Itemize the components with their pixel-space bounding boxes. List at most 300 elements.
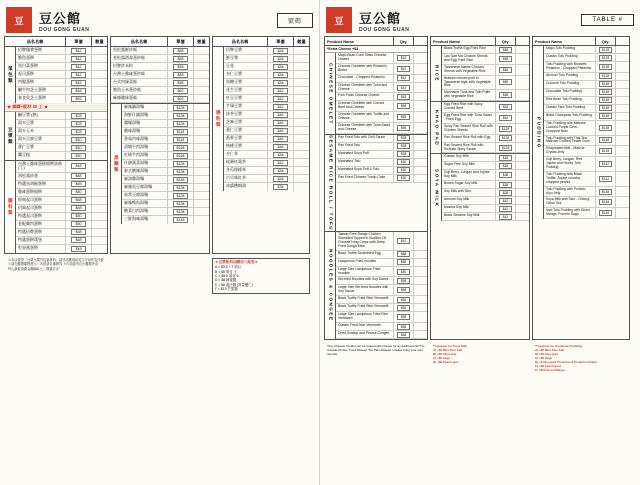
- qty-cell[interactable]: [293, 103, 309, 110]
- item-price: $138: [173, 209, 188, 215]
- qty-cell[interactable]: [293, 63, 309, 70]
- qty-cell[interactable]: [413, 232, 427, 250]
- qty-cell[interactable]: [413, 159, 427, 166]
- qty-cell[interactable]: [515, 143, 529, 153]
- item-price: $38: [499, 182, 512, 188]
- qty-cell[interactable]: [413, 277, 427, 284]
- table-number-field[interactable]: TABLE #: [581, 14, 634, 26]
- qty-cell[interactable]: [413, 285, 427, 295]
- table-row[interactable]: [336, 75, 427, 83]
- qty-cell[interactable]: [91, 237, 107, 244]
- table-row[interactable]: [336, 232, 427, 251]
- qty-cell[interactable]: [91, 229, 107, 236]
- table-row[interactable]: [336, 143, 427, 151]
- qty-cell[interactable]: [91, 55, 107, 62]
- qty-cell[interactable]: [293, 79, 309, 86]
- table-row[interactable]: [544, 105, 629, 113]
- qty-cell[interactable]: [91, 161, 107, 172]
- table-row[interactable]: [336, 135, 427, 143]
- qty-cell[interactable]: [91, 197, 107, 204]
- item-price: $62: [173, 96, 188, 102]
- qty-cell[interactable]: [515, 154, 529, 161]
- qty-cell[interactable]: [515, 102, 529, 112]
- table-row[interactable]: [544, 136, 629, 147]
- item-price: $62: [499, 104, 512, 110]
- qty-cell[interactable]: [413, 296, 427, 303]
- qty-cell[interactable]: [413, 167, 427, 174]
- table-row[interactable]: [336, 112, 427, 123]
- table-row[interactable]: [336, 83, 427, 94]
- qty-cell[interactable]: [91, 95, 107, 103]
- item-price: $28: [499, 163, 512, 169]
- item-price: $168: [173, 145, 188, 151]
- table-row[interactable]: [442, 162, 529, 170]
- table-row[interactable]: [544, 62, 629, 73]
- menu-row[interactable]: [224, 167, 309, 175]
- item-name: 芋頭豆漿: [226, 103, 242, 108]
- menu-row[interactable]: [16, 205, 107, 213]
- qty-cell[interactable]: [515, 181, 529, 188]
- qty-cell[interactable]: [615, 208, 629, 218]
- item-name: 薏仁豆漿: [226, 127, 242, 132]
- qty-cell[interactable]: [91, 152, 107, 160]
- qty-cell[interactable]: [515, 76, 529, 90]
- menu-row[interactable]: [111, 87, 209, 95]
- qty-cell[interactable]: [615, 121, 629, 135]
- menu-row[interactable]: [122, 200, 209, 208]
- qty-cell[interactable]: [413, 175, 427, 182]
- item-price: $50: [397, 297, 410, 303]
- item-price: $148: [599, 199, 612, 205]
- header-right: [320, 0, 640, 36]
- table-row[interactable]: [336, 64, 427, 75]
- table-row[interactable]: [442, 189, 529, 197]
- menu-row[interactable]: [111, 47, 209, 55]
- qty-cell[interactable]: [615, 73, 629, 80]
- table-row[interactable]: [544, 172, 629, 187]
- menu-row[interactable]: [16, 237, 107, 245]
- table-row[interactable]: [442, 197, 529, 205]
- order-number-field[interactable]: 號碼: [277, 13, 313, 28]
- menu-row[interactable]: [16, 47, 107, 55]
- qty-cell[interactable]: [193, 79, 209, 86]
- table-row[interactable]: [442, 170, 529, 181]
- menu-row[interactable]: [16, 144, 107, 152]
- table-row[interactable]: [442, 46, 529, 54]
- table-row[interactable]: [442, 135, 529, 143]
- table-row[interactable]: [336, 323, 427, 331]
- qty-cell[interactable]: [413, 151, 427, 158]
- qty-cell[interactable]: [413, 304, 427, 311]
- qty-cell[interactable]: [193, 95, 209, 102]
- table-row[interactable]: [544, 46, 629, 54]
- item-price: $30: [397, 167, 410, 173]
- qty-cell[interactable]: [193, 152, 209, 159]
- qty-cell[interactable]: [413, 64, 427, 74]
- menu-row[interactable]: [122, 160, 209, 168]
- item-price: $42: [71, 64, 86, 70]
- item-name: Classic Soy Milk: [444, 154, 469, 159]
- table-row[interactable]: [442, 113, 529, 124]
- menu-row[interactable]: [111, 79, 209, 87]
- table-row[interactable]: [336, 123, 427, 134]
- qty-cell[interactable]: [413, 143, 427, 150]
- qty-cell[interactable]: [193, 184, 209, 191]
- qty-cell[interactable]: [91, 47, 107, 54]
- table-row[interactable]: [336, 159, 427, 167]
- qty-cell[interactable]: [413, 312, 427, 322]
- qty-cell[interactable]: [293, 167, 309, 174]
- col-header-qty: 數量: [193, 37, 209, 46]
- table-row[interactable]: [336, 277, 427, 285]
- item-name: 花生豆漿: [226, 87, 242, 92]
- qty-cell[interactable]: [515, 113, 529, 123]
- qty-cell[interactable]: [515, 65, 529, 75]
- table-row[interactable]: [336, 53, 427, 64]
- item-name: 什錦蔬菜湯麵: [124, 160, 148, 165]
- table-row[interactable]: [442, 76, 529, 91]
- qty-cell[interactable]: [615, 97, 629, 104]
- table-row[interactable]: [336, 251, 427, 259]
- qty-cell[interactable]: [413, 135, 427, 142]
- menu-row[interactable]: [224, 111, 309, 119]
- item-name: Tofu Pudding with Pomelo, Aiyu Jelly: [546, 186, 587, 195]
- qty-cell[interactable]: [293, 127, 309, 134]
- qty-cell[interactable]: [413, 259, 427, 266]
- qty-cell[interactable]: [413, 112, 427, 122]
- qty-cell[interactable]: [615, 187, 629, 197]
- table-row[interactable]: [544, 81, 629, 89]
- qty-cell[interactable]: [293, 135, 309, 142]
- item-price: $45: [397, 94, 410, 100]
- item-price: $42: [273, 88, 288, 94]
- qty-cell[interactable]: [615, 105, 629, 112]
- combo-line: D = $8 蜂蜜醬: [215, 278, 237, 283]
- qty-cell[interactable]: [615, 146, 629, 156]
- qty-cell[interactable]: [91, 205, 107, 212]
- qty-cell[interactable]: [91, 63, 107, 70]
- menu-row[interactable]: [111, 71, 209, 79]
- qty-cell[interactable]: [515, 46, 529, 53]
- item-price: $128: [173, 105, 188, 111]
- menu-row[interactable]: [224, 71, 309, 79]
- menu-row[interactable]: [122, 144, 209, 152]
- qty-cell[interactable]: [615, 54, 629, 61]
- table-row[interactable]: [544, 187, 629, 198]
- qty-cell[interactable]: [413, 75, 427, 82]
- qty-cell[interactable]: [515, 90, 529, 100]
- menu-row[interactable]: [16, 128, 107, 136]
- qty-cell[interactable]: [91, 128, 107, 135]
- menu-row[interactable]: [16, 87, 107, 95]
- qty-cell[interactable]: [413, 53, 427, 63]
- qty-cell[interactable]: [193, 120, 209, 127]
- qty-cell[interactable]: [615, 62, 629, 72]
- qty-cell[interactable]: [615, 136, 629, 146]
- table-row[interactable]: [544, 197, 629, 208]
- item-price: $68: [173, 48, 188, 54]
- category-strip-sauce: [5, 161, 16, 253]
- qty-cell[interactable]: [293, 47, 309, 54]
- menu-row[interactable]: [224, 47, 309, 55]
- menu-row[interactable]: [16, 161, 107, 173]
- qty-cell[interactable]: [615, 46, 629, 53]
- table-row[interactable]: [442, 143, 529, 154]
- menu-row[interactable]: [224, 103, 309, 111]
- qty-cell[interactable]: [515, 135, 529, 142]
- qty-cell[interactable]: [293, 87, 309, 94]
- table-row[interactable]: [544, 113, 629, 121]
- menu-row[interactable]: [122, 208, 209, 216]
- qty-cell[interactable]: [615, 89, 629, 96]
- qty-cell[interactable]: [515, 189, 529, 196]
- menu-row[interactable]: [111, 55, 209, 63]
- qty-cell[interactable]: [615, 157, 629, 171]
- qty-cell[interactable]: [193, 216, 209, 224]
- menu-row[interactable]: [16, 245, 107, 253]
- table-row[interactable]: [442, 102, 529, 113]
- table-row[interactable]: [544, 73, 629, 81]
- menu-row[interactable]: [122, 112, 209, 120]
- qty-cell[interactable]: [193, 144, 209, 151]
- menu-row[interactable]: [16, 213, 107, 221]
- qty-cell[interactable]: [615, 81, 629, 88]
- item-price: $38: [273, 64, 288, 70]
- qty-cell[interactable]: [615, 197, 629, 207]
- table-row[interactable]: [336, 259, 427, 267]
- menu-row[interactable]: [122, 176, 209, 184]
- table-row[interactable]: [544, 146, 629, 157]
- qty-cell[interactable]: [293, 151, 309, 158]
- menu-row[interactable]: [111, 95, 209, 103]
- item-price: $30: [71, 137, 86, 143]
- menu-row[interactable]: [16, 120, 107, 128]
- table-row[interactable]: [442, 205, 529, 213]
- qty-cell[interactable]: [615, 113, 629, 120]
- col-header-qty: Qty.: [495, 37, 515, 45]
- qty-cell[interactable]: [293, 175, 309, 182]
- qty-cell[interactable]: [293, 55, 309, 62]
- qty-cell[interactable]: [515, 54, 529, 64]
- item-price: $30: [71, 153, 86, 159]
- qty-cell[interactable]: [193, 192, 209, 199]
- menu-row[interactable]: [224, 95, 309, 103]
- qty-cell[interactable]: [91, 71, 107, 78]
- table-row[interactable]: [442, 154, 529, 162]
- table-row[interactable]: [544, 89, 629, 97]
- qty-cell[interactable]: [91, 189, 107, 196]
- item-name: 鮪魚蛋餅: [18, 55, 34, 60]
- qty-cell[interactable]: [91, 245, 107, 253]
- table-row[interactable]: [336, 304, 427, 312]
- menu-row[interactable]: [224, 159, 309, 167]
- menu-row[interactable]: [16, 95, 107, 103]
- qty-cell[interactable]: [515, 205, 529, 212]
- qty-cell[interactable]: [193, 168, 209, 175]
- item-price: $148: [599, 210, 612, 216]
- qty-cell[interactable]: [293, 119, 309, 126]
- table-row[interactable]: [544, 208, 629, 219]
- item-price: $85: [71, 181, 86, 187]
- qty-cell[interactable]: [91, 120, 107, 127]
- menu-row[interactable]: [122, 136, 209, 144]
- menu-row[interactable]: [122, 192, 209, 200]
- right-column-1: [324, 36, 428, 340]
- item-price: $58: [397, 314, 410, 320]
- menu-row[interactable]: [16, 152, 107, 160]
- table-row[interactable]: [336, 285, 427, 296]
- menu-row[interactable]: [224, 127, 309, 135]
- qty-cell[interactable]: [193, 63, 209, 70]
- table-row[interactable]: [336, 175, 427, 183]
- menu-row[interactable]: [122, 128, 209, 136]
- qty-cell[interactable]: [91, 79, 107, 86]
- qty-cell[interactable]: [293, 71, 309, 78]
- menu-row[interactable]: [224, 63, 309, 71]
- qty-cell[interactable]: [293, 143, 309, 150]
- menu-row[interactable]: [16, 181, 107, 189]
- table-row[interactable]: [336, 312, 427, 323]
- menu-row[interactable]: [224, 119, 309, 127]
- menu-row[interactable]: [16, 71, 107, 79]
- menu-row[interactable]: [16, 112, 107, 120]
- item-price: $55: [173, 64, 188, 70]
- qty-cell[interactable]: [193, 200, 209, 207]
- table-row[interactable]: [442, 65, 529, 76]
- menu-row[interactable]: [111, 63, 209, 71]
- qty-cell[interactable]: [193, 160, 209, 167]
- table-row[interactable]: [442, 181, 529, 189]
- qty-cell[interactable]: [193, 112, 209, 119]
- menu-row[interactable]: [224, 55, 309, 63]
- table-row[interactable]: [336, 167, 427, 175]
- qty-cell[interactable]: [413, 101, 427, 111]
- qty-cell[interactable]: [615, 172, 629, 186]
- qty-cell[interactable]: [413, 331, 427, 338]
- qty-cell[interactable]: [193, 208, 209, 215]
- qty-cell[interactable]: [293, 183, 309, 191]
- qty-cell[interactable]: [413, 93, 427, 100]
- menu-row[interactable]: [122, 184, 209, 192]
- item-price: $138: [173, 201, 188, 207]
- table-row[interactable]: [336, 267, 427, 278]
- menu-row[interactable]: [16, 63, 107, 71]
- qty-cell[interactable]: [293, 159, 309, 166]
- qty-cell[interactable]: [91, 173, 107, 180]
- menu-row[interactable]: [224, 151, 309, 159]
- qty-cell[interactable]: [515, 197, 529, 204]
- qty-cell[interactable]: [515, 213, 529, 220]
- item-name: 核桃豆漿: [226, 143, 242, 148]
- item-price: $80: [397, 269, 410, 275]
- item-price: $128: [599, 55, 612, 61]
- qty-cell[interactable]: [413, 323, 427, 330]
- menu-row[interactable]: [16, 55, 107, 63]
- table-row[interactable]: [442, 54, 529, 65]
- qty-cell[interactable]: [91, 87, 107, 94]
- qty-cell[interactable]: [193, 176, 209, 183]
- menu-row[interactable]: [16, 79, 107, 87]
- qty-cell[interactable]: [193, 87, 209, 94]
- table-row[interactable]: [442, 213, 529, 221]
- qty-cell[interactable]: [515, 162, 529, 169]
- qty-cell[interactable]: [91, 144, 107, 151]
- qty-cell[interactable]: [293, 95, 309, 102]
- table-row[interactable]: [442, 124, 529, 135]
- col-header-qty2: [615, 37, 629, 45]
- item-name: Brown Sugar Soy Milk: [444, 181, 478, 186]
- item-name: 紅豆豆漿: [226, 95, 242, 100]
- qty-cell[interactable]: [91, 136, 107, 143]
- category-label: 菜包類: [8, 65, 14, 85]
- qty-cell[interactable]: [91, 181, 107, 188]
- qty-cell[interactable]: [413, 83, 427, 93]
- menu-row[interactable]: [224, 135, 309, 143]
- menu-row[interactable]: [224, 183, 309, 191]
- menu-row[interactable]: [122, 168, 209, 176]
- table-row[interactable]: [336, 296, 427, 304]
- item-name: Mapo Tofu Pudding: [546, 46, 576, 50]
- left-footnote: [4, 256, 108, 296]
- item-price: $28: [273, 176, 288, 182]
- qty-cell[interactable]: [91, 112, 107, 119]
- menu-row[interactable]: [122, 120, 209, 128]
- qty-cell[interactable]: [413, 123, 427, 133]
- qty-cell[interactable]: [293, 111, 309, 118]
- menu-row[interactable]: [224, 143, 309, 151]
- table-row[interactable]: [544, 157, 629, 172]
- menu-row[interactable]: [16, 229, 107, 237]
- menu-row[interactable]: [224, 87, 309, 95]
- topping-line: F) +$10 Diced Mango: [535, 368, 565, 373]
- qty-cell[interactable]: [193, 47, 209, 54]
- qty-cell[interactable]: [413, 251, 427, 258]
- menu-row[interactable]: [16, 197, 107, 205]
- qty-cell[interactable]: [91, 213, 107, 220]
- table-row[interactable]: [442, 90, 529, 101]
- qty-cell[interactable]: [91, 221, 107, 228]
- table-row[interactable]: [544, 97, 629, 105]
- qty-cell[interactable]: [193, 55, 209, 62]
- table-row[interactable]: [336, 101, 427, 112]
- right-column-2: [430, 36, 530, 340]
- table-row[interactable]: [336, 331, 427, 339]
- table-row[interactable]: [336, 93, 427, 101]
- menu-row[interactable]: [16, 189, 107, 197]
- item-name: 杏仁茶: [226, 151, 238, 156]
- menu-row[interactable]: [122, 216, 209, 224]
- qty-cell[interactable]: [515, 124, 529, 134]
- qty-cell[interactable]: [193, 104, 209, 111]
- qty-cell[interactable]: [413, 267, 427, 277]
- table-row[interactable]: [336, 151, 427, 159]
- menu-row[interactable]: [224, 175, 309, 183]
- menu-row[interactable]: [16, 173, 107, 181]
- qty-cell[interactable]: [193, 128, 209, 135]
- toppings-title: *Toppings for Soya Milk: [433, 344, 467, 349]
- menu-row[interactable]: [122, 104, 209, 112]
- menu-row[interactable]: [16, 221, 107, 229]
- item-name: 招牌炒米粉: [113, 63, 133, 68]
- qty-cell[interactable]: [515, 170, 529, 180]
- qty-cell[interactable]: [193, 71, 209, 78]
- table-row[interactable]: [544, 54, 629, 62]
- menu-row[interactable]: [16, 136, 107, 144]
- table-row[interactable]: [544, 121, 629, 136]
- menu-row[interactable]: [224, 79, 309, 87]
- menu-row[interactable]: [122, 152, 209, 160]
- qty-cell[interactable]: [193, 136, 209, 143]
